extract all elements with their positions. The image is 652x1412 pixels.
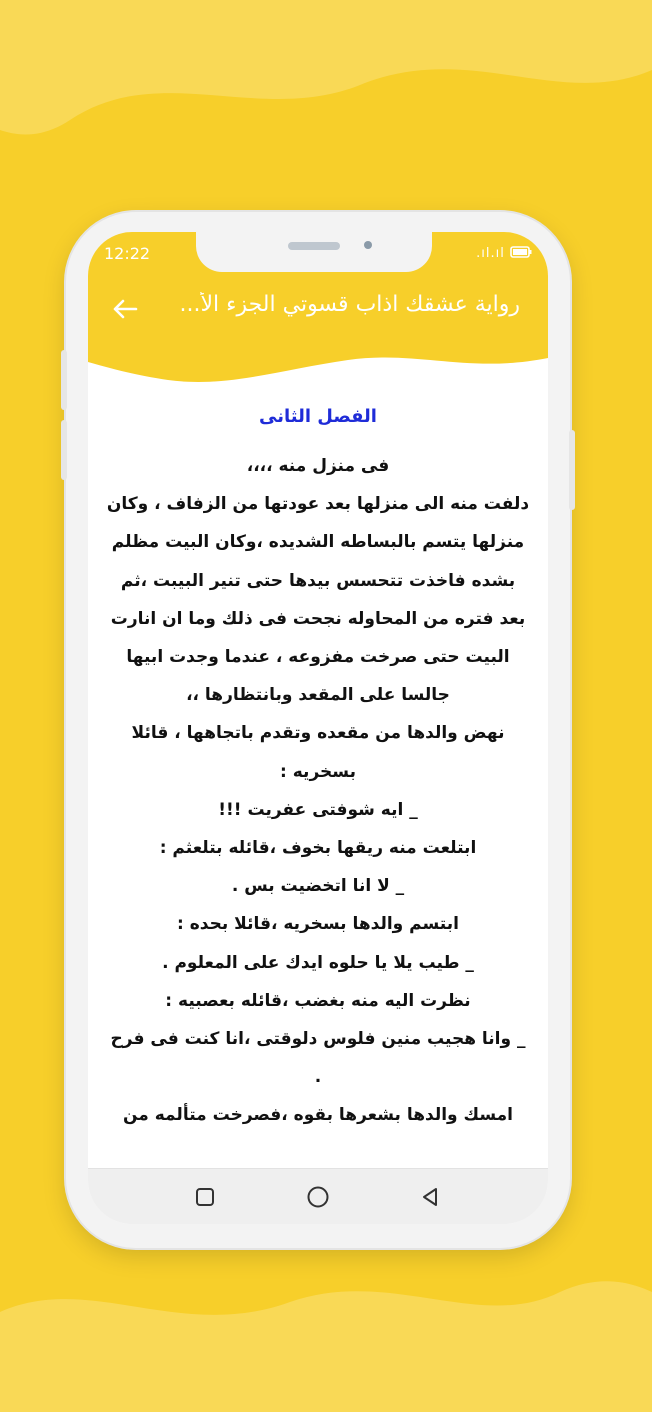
story-line: دلفت منه الى منزلها بعد عودتها من الزفاف ، وكان xyxy=(106,494,530,515)
home-circle-icon[interactable] xyxy=(302,1181,334,1213)
story-content[interactable] xyxy=(88,392,548,1168)
story-line: البيت حتى صرخت مفزوعه ، عندما وجدت ابيها xyxy=(126,647,510,668)
story-line: نظرت اليه منه بغضب ،قائله بعصبيه : xyxy=(165,990,471,1011)
story-line: نهض والدها من مقعده وتقدم باتجاهها ، قائلا xyxy=(131,723,505,744)
chapter-title: الفصل الثانى xyxy=(259,406,377,427)
speaker-grille xyxy=(288,242,340,250)
story-line: بسخريه : xyxy=(280,761,356,782)
story-line: _ ايه شوفتى عفريت !!! xyxy=(218,799,418,820)
phone-side-button-left-2 xyxy=(61,420,67,480)
toolbar-title: رواية عشقك اذاب قسوتي الجزء الأ... xyxy=(179,292,520,317)
phone-power-button xyxy=(569,430,575,510)
front-camera xyxy=(364,241,372,249)
signal-icon: .ıl.ıl xyxy=(476,246,505,261)
phone-side-button-left xyxy=(61,350,67,410)
recents-square-icon[interactable] xyxy=(189,1181,221,1213)
system-navigation-bar xyxy=(88,1168,548,1224)
background-wave-top xyxy=(0,0,652,170)
status-time: 12:22 xyxy=(104,244,151,263)
story-line: . xyxy=(314,1067,322,1088)
story-line: بشده فاخذت تتحسس بيدها حتى تنير البيبت ،ثم xyxy=(120,570,516,591)
story-line: منزلها يتسم بالبساطه الشديده ،وكان البيت مظلم xyxy=(111,532,525,553)
story-line: امسك والدها بشعرها بقوه ،فصرخت متألمه من xyxy=(122,1105,514,1126)
back-triangle-icon[interactable] xyxy=(414,1181,446,1213)
story-text xyxy=(88,447,548,1135)
phone-notch xyxy=(196,232,432,272)
story-line: _ لا انا اتخضيت بس . xyxy=(231,876,405,897)
story-line: ابتلعت منه ريقها بخوف ،قائله بتلعثم : xyxy=(159,838,477,859)
story-line: ابتسم والدها بسخريه ،قائلا بحده : xyxy=(177,914,459,935)
phone-screen xyxy=(88,232,548,1224)
story-line: _ طيب يلا يا حلوه ايدك على المعلوم . xyxy=(162,952,474,973)
arrow-left-icon[interactable] xyxy=(110,294,140,324)
story-line: _ وانا هجيب منين فلوس دلوقتى ،انا كنت فى فرح xyxy=(110,1029,526,1050)
signal-battery-indicators xyxy=(476,246,532,261)
story-line: فى منزل منه ،،،، xyxy=(246,456,390,476)
toolbar-wave xyxy=(88,340,548,392)
story-line: جالسا على المقعد وبانتظارها ،، xyxy=(186,685,450,706)
story-line: بعد فتره من المحاوله نجحت فى ذلك وما ان انارت xyxy=(110,608,526,629)
app-toolbar xyxy=(88,278,548,342)
background-wave-bottom xyxy=(0,1252,652,1412)
battery-icon xyxy=(510,246,532,258)
